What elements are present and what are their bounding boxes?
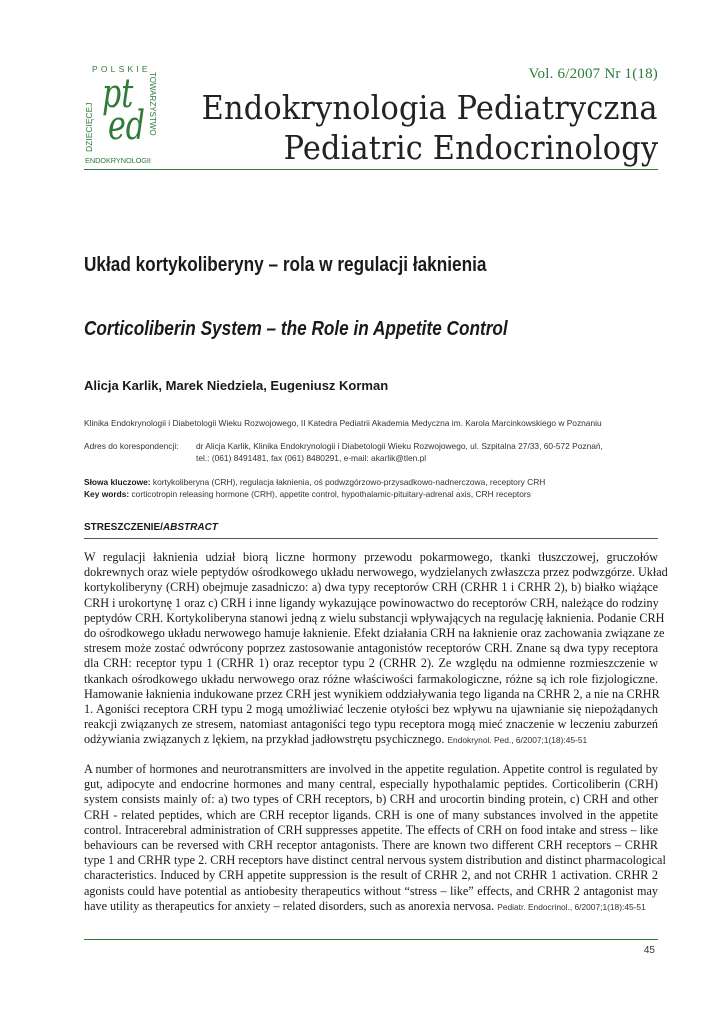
abstract-line (84, 792, 658, 807)
abstract-line (84, 868, 658, 883)
abstract-line-text: W regulacji łaknienia udział biorą liczne hormony przewodu pokarmowego, tkanki tłuszczowej, gruczołów (84, 550, 658, 564)
abstract-line (84, 762, 658, 777)
abstract-line (84, 672, 658, 687)
correspondence-label: Adres do korespondencji: (84, 441, 179, 451)
abstract-line (84, 808, 658, 823)
abstract-line (84, 596, 658, 611)
abstract-line (84, 884, 658, 899)
abstract-line-text: control. Intracerebral administration of CRH suppresses appetite. The effects of CRH on food intake and stress – like (84, 822, 658, 837)
abstract-line-text: Hamowanie łaknienia indukowane przez CRH jest wynikiem oddziaływania tego liganda na CRHR 2, a nie na CRHR (84, 686, 660, 701)
abstract-heading (84, 522, 218, 533)
abstract-line-text: A number of hormones and neurotransmitters are involved in the appetite regulation. Appetite control is regulated by (84, 762, 658, 776)
abstract-line-text: gut, adipocyte and endocrine hormones and many central, especially hypothalamic peptides. Corticoliberin (CRH) (84, 777, 658, 792)
abstract-line-text: CRH - related peptides, which are CRH receptor ligands. CRH is one of many substances involved in the appetite (84, 807, 658, 822)
abstract-line-text: have utility as therapeutics for anxiety – related disorders, such as anorexia nervosa. (84, 898, 495, 913)
abstract-line (84, 899, 658, 915)
abstract-line (84, 656, 658, 671)
logo-text-bottom: ENDOKRYNOLOGII (85, 156, 151, 165)
abstract-line-text: dokrewnych oraz wiele peptydów ośrodkowego układu nerwowego, wydzielanych zwłaszcza przez podwzgórze. Układ (84, 565, 668, 580)
logo-text-right: TOWARZYSTWO (148, 72, 157, 136)
journal-logo (84, 64, 164, 168)
abstract-line-text: CRH i urokortynę 1 oraz c) CRH i inne ligandy wykazujące powinowactwo do receptorów CRH, należące do rodziny (84, 595, 659, 610)
abstract-line (84, 687, 658, 702)
logo-text-left: DZIECIĘCEJ (84, 102, 94, 152)
abstract-line-text: kortykoliberyny (CRH) obejmuje zasadniczo: a) dwa typy receptorów CRH (CRHR 1 i CRHR 2), b) białko wiążące (84, 580, 658, 595)
logo-monogram-bottom: ed (108, 103, 145, 149)
abstract-citation: Endokrynol. Ped., 6/2007;1(18):45-51 (447, 735, 588, 746)
abstract-line (84, 610, 665, 626)
abstract-line (84, 641, 658, 656)
abstract-heading-pl: STRESZCZENIE/ (84, 522, 163, 533)
journal-title-pl: Endokrynologia Pediatryczna (202, 88, 658, 127)
abstract-line (84, 580, 658, 595)
journal-title-en: Pediatric Endocrinology (283, 128, 658, 167)
keywords-en-label: Key words: (84, 489, 130, 499)
correspondence-contact: tel.: (061) 8491481, fax (061) 8480291, e-mail: akarlik@tlen.pl (196, 453, 427, 463)
abstract-line-text: reakcji związanych ze stresem, natomiast antagoniści tego typu receptora mogą mieć znaczenie w leczeniu zaburzeń (84, 717, 658, 732)
abstract-line-text: 1. Agoniści receptora CRH typu 2 mogą umożliwiać leczenie otyłości bez wpływu na ujawnianie się niepożądanych (84, 702, 658, 717)
abstract-divider (84, 538, 658, 539)
abstract-heading-en: ABSTRACT (162, 522, 218, 533)
abstract-line-text: peptydów CRH. Kortykoliberyna stanowi jedną z wielu substancji wpływających na regulację łaknienia. Podanie CRH (84, 610, 665, 625)
abstract-line-text: characteristics. Induced by CRH appetite suppression is the result of CRHR 2, and not CRHR 1 activation. CRHR 2 (84, 868, 658, 883)
abstract-line (84, 777, 658, 792)
correspondence-address: dr Alicja Karlik, Klinika Endokrynologii i Diabetologii Wieku Rozwojowego, ul. Szpitalna 27/33, 60-572 Poznań, (196, 441, 603, 451)
article-affiliation: Klinika Endokrynologii i Diabetologii Wieku Rozwojowego, II Katedra Pediatrii Akademia Medyczna im. Karola Marcinkowskiego w Poznaniu (84, 418, 602, 428)
abstract-line (84, 732, 658, 748)
abstract-line (84, 717, 658, 732)
article-title-en: Corticoliberin System – the Role in Appetite Control (84, 318, 508, 340)
keywords-en (84, 489, 531, 499)
abstract-line-text: do ośrodkowego układu nerwowego hamuje łaknienie. Efekt działania CRH na łaknienie oraz zachowania związane ze (84, 626, 665, 641)
abstract-line (84, 853, 666, 868)
abstract-line-text: system consists mainly of: a) two types of CRH receptors, b) CRH and urocortin binding protein, c) CRH and other (84, 792, 658, 807)
abstract-pl (84, 550, 668, 749)
abstract-line (84, 565, 668, 580)
logo-text-top: POLSKIE (92, 64, 151, 74)
abstract-line (84, 702, 658, 717)
abstract-line (84, 626, 665, 641)
volume-info: Vol. 6/2007 Nr 1(18) (528, 66, 658, 82)
abstract-line-text: agonists could have potential as antiobesity therapeutics without “stress – like” effects, and CRHR 2 antagonist may (84, 883, 658, 898)
keywords-pl-text: kortykoliberyna (CRH), regulacja łaknienia, oś podwzgórzowo-przysadkowo-nadnerczowa, receptory CRH (152, 477, 546, 487)
footer-divider (84, 939, 658, 940)
logo-monogram-top: pt (102, 71, 134, 117)
keywords-pl-label: Słowa kluczowe: (84, 477, 151, 487)
abstract-line-text: stresem może zostać odwrócony poprzez zastosowanie antagonistów receptorów CRH. Znane są dwa typy receptora (84, 641, 658, 656)
abstract-line-text: tkankach ośrodkowego układu nerwowego oraz różne właściwości farmakologiczne, różne są ich role fizjologiczne. (84, 671, 658, 686)
abstract-line-text: odżywiania związanych z lękiem, na przykład jadłowstrętu psychicznego. (84, 732, 445, 747)
abstract-line-text: type 1 and CRHR type 2. CRH receptors have distinct central nervous system distribution and distinct pharmacological (84, 853, 666, 868)
abstract-en (84, 762, 666, 915)
abstract-citation: Pediatr. Endocrinol., 6/2007;1(18):45-51 (497, 901, 646, 912)
abstract-line (84, 550, 658, 565)
abstract-line-text: dla CRH: receptor typu 1 (CRHR 1) oraz receptor typu 2 (CRHR 2). Ze względu na odmienne rozmieszczenie w (84, 656, 658, 671)
abstract-line (84, 838, 658, 853)
page-number: 45 (643, 945, 655, 956)
article-authors: Alicja Karlik, Marek Niedziela, Eugeniusz Korman (84, 378, 389, 393)
keywords-en-text: corticotropin releasing hormone (CRH), appetite control, hypothalamic-pituitary-adrenal axis, CRH receptors (131, 489, 531, 499)
abstract-line-text: behaviours can be reversed with CRH receptor antagonists. There are known two different CRH receptors – CRHR (84, 838, 658, 853)
header-divider (84, 169, 658, 170)
abstract-line (84, 823, 658, 838)
article-title-pl: Układ kortykoliberyny – rola w regulacji łaknienia (84, 254, 487, 276)
keywords-pl (84, 477, 545, 487)
